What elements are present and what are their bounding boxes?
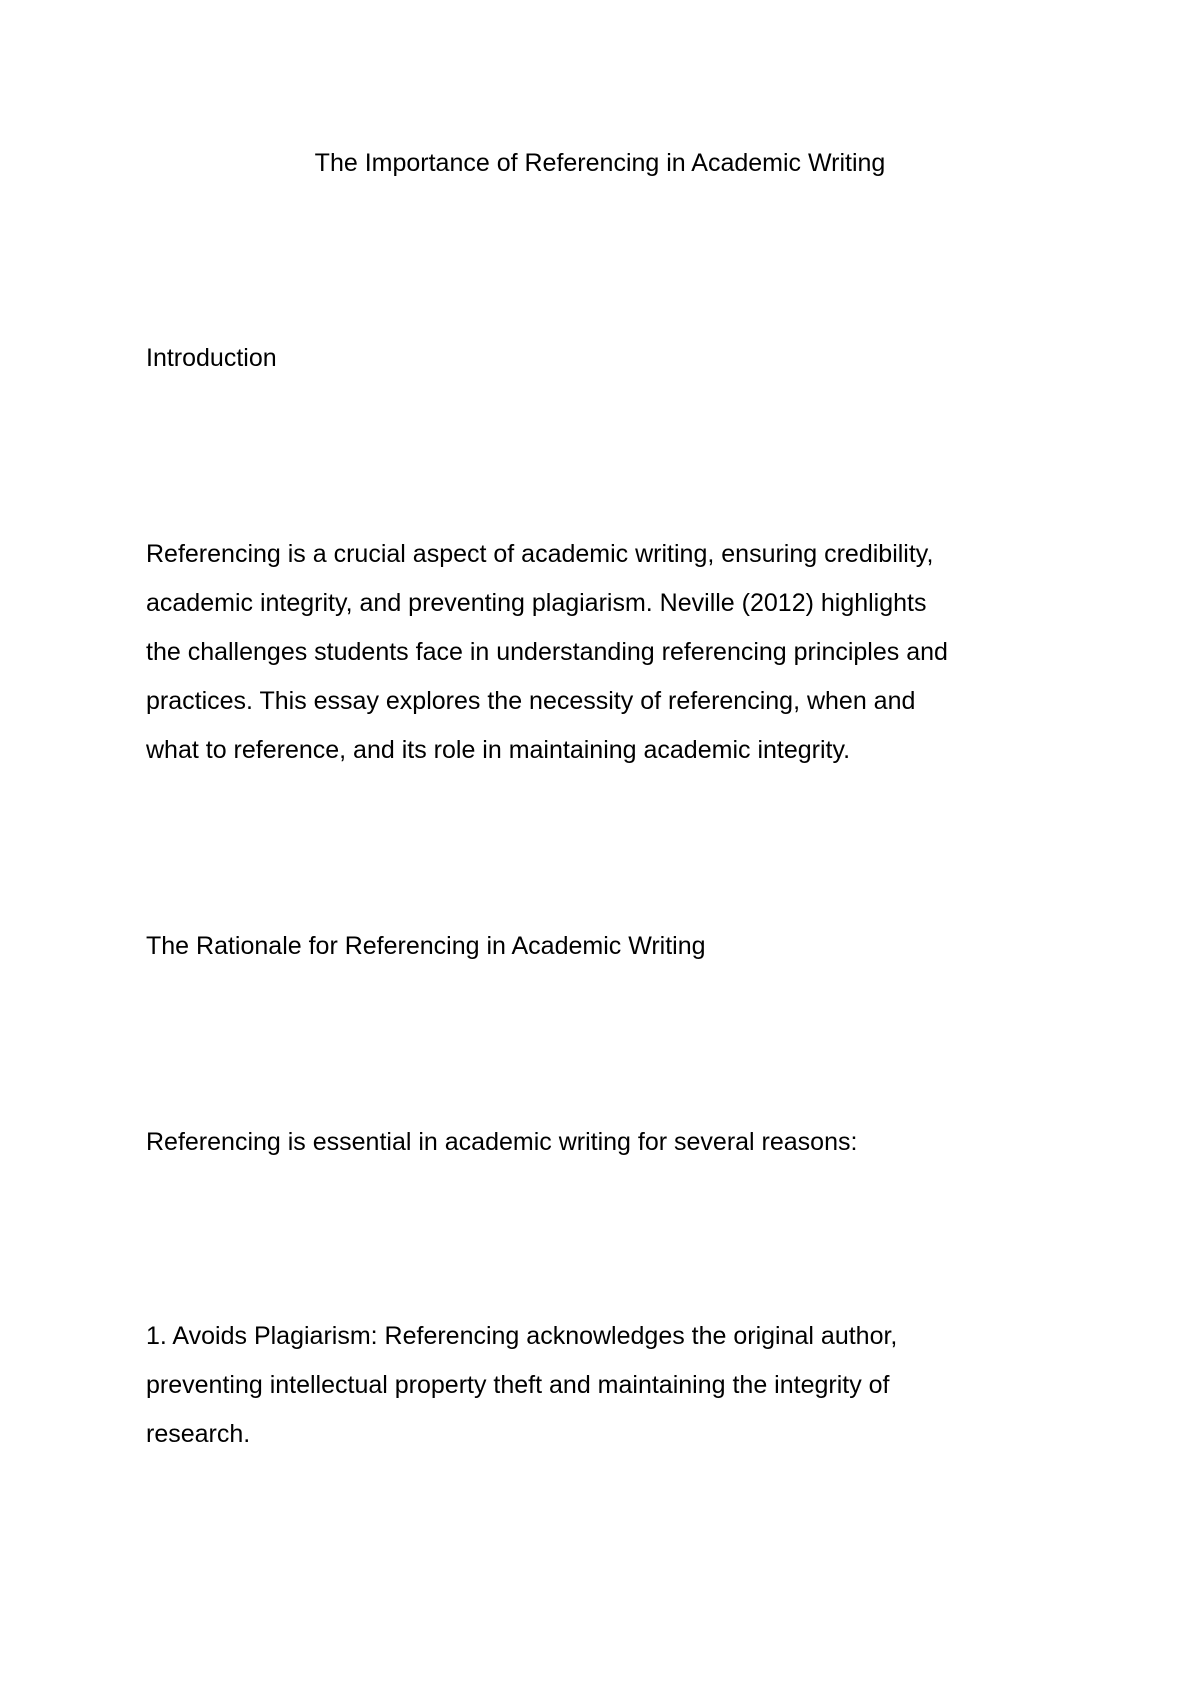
paragraph-line: what to reference, and its role in maintaining academic integrity. xyxy=(146,736,851,764)
paragraph-line: preventing intellectual property theft and maintaining the integrity of xyxy=(146,1371,890,1399)
rationale-intro: Referencing is essential in academic writing for several reasons: xyxy=(146,1128,858,1156)
paragraph-line: academic integrity, and preventing plagiarism. Neville (2012) highlights xyxy=(146,589,927,617)
rationale-heading: The Rationale for Referencing in Academic Writing xyxy=(146,932,706,960)
paragraph-line: practices. This essay explores the necessity of referencing, when and xyxy=(146,687,916,715)
paragraph-line: the challenges students face in understanding referencing principles and xyxy=(146,638,948,666)
introduction-paragraph xyxy=(146,530,1106,775)
paragraph-line: Referencing is a crucial aspect of academic writing, ensuring credibility, xyxy=(146,540,934,568)
point-1-paragraph xyxy=(146,1312,1106,1459)
paragraph-line: 1. Avoids Plagiarism: Referencing acknowledges the original author, xyxy=(146,1322,898,1350)
paragraph-line: research. xyxy=(146,1420,251,1448)
document-title: The Importance of Referencing in Academic Writing xyxy=(314,149,886,177)
introduction-heading: Introduction xyxy=(146,344,277,372)
